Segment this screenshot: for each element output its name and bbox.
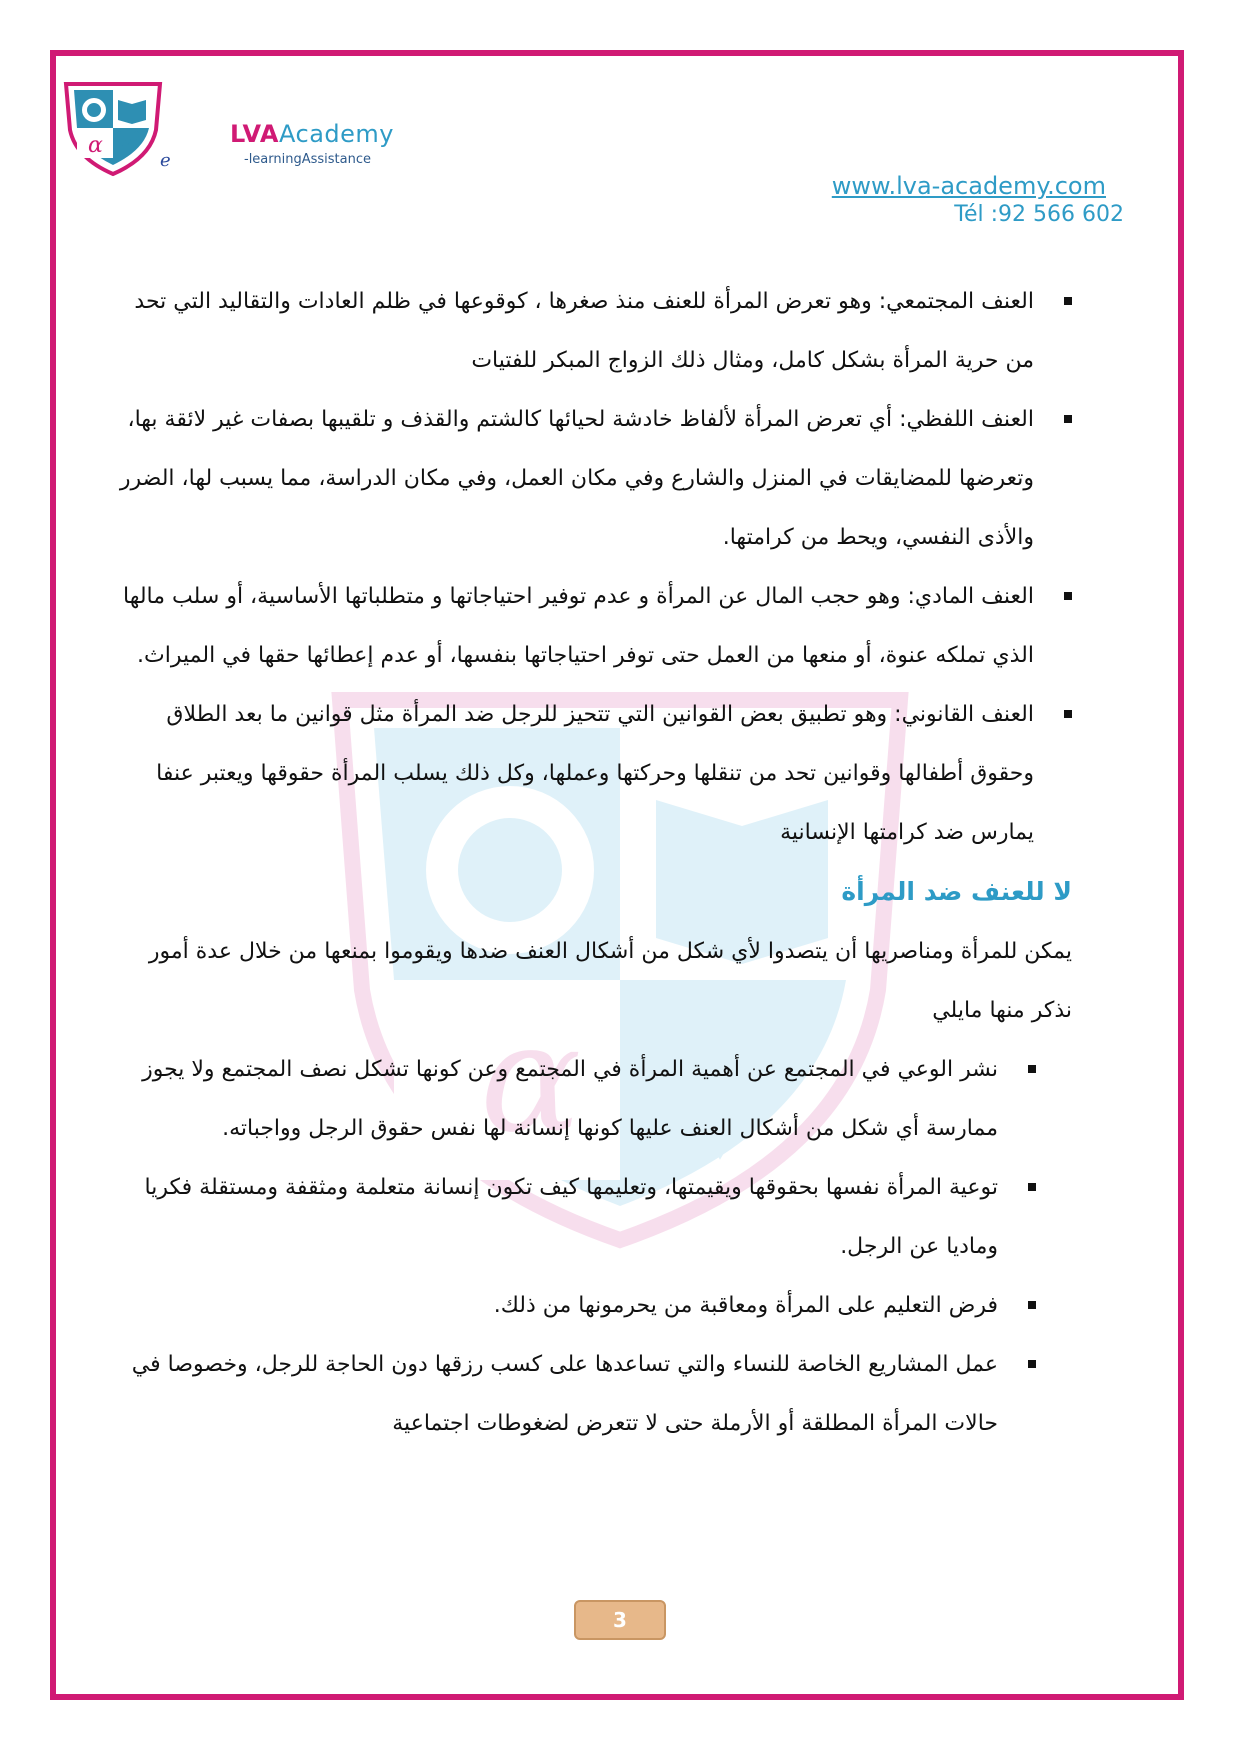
list-item: العنف اللفظي: أي تعرض المرأة لألفاظ خادشة لحيائها كالشتم والقذف و تلقيبها بصفات غير لائقة بها، وتعرضها للمضايقات في المنزل والشارع وفي مكان العمل، وفي مكان الدراسة، مما يسبب لها، الضرر والأذى النفسي، ويحط من كرامتها.: [100, 390, 1080, 567]
section-heading: لا للعنف ضد المرأة: [841, 877, 1072, 906]
brand-name: [230, 120, 394, 148]
list-item: نشر الوعي في المجتمع عن أهمية المرأة في المجتمع وعن كونها تشكل نصف المجتمع ولا يجوز ممارسة أي شكل من أشكال العنف عليها كونها إنسانة لها نفس حقوق الرجل وواجباته.: [100, 1040, 1080, 1158]
logo-letter: e: [160, 150, 171, 171]
list-item: العنف المادي: وهو حجب المال عن المرأة و عدم توفير احتياجاتها و متطلباتها الأساسية، أو سلب مالها الذي تملكه عنوة، أو منعها من العمل حتى توفر احتياجاتها بنفسها، أو عدم إعطائها حقها في الميراث.: [100, 567, 1080, 685]
svg-text:α: α: [88, 133, 103, 158]
list-item: فرض التعليم على المرأة ومعاقبة من يحرمونها من ذلك.: [100, 1276, 1080, 1335]
main-content: [100, 272, 1080, 1453]
list-item: العنف المجتمعي: وهو تعرض المرأة للعنف منذ صغرها ، كوقوعها في ظلم العادات والتقاليد التي تحد من حرية المرأة بشكل كامل، ومثال ذلك الزواج المبكر للفتيات: [100, 272, 1080, 390]
list-item: العنف القانوني: وهو تطبيق بعض القوانين التي تتحيز للرجل ضد المرأة مثل قوانين ما بعد الطلاق وحقوق أطفالها وقوانين تحد من تنقلها وحركتها وعملها، وكل ذلك يسلب المرأة حقوقها ويعتبر عنفا يمارس ضد كرامتها الإنسانية: [100, 685, 1080, 862]
website-link[interactable]: www.lva-academy.com: [831, 172, 1106, 200]
brand: [230, 120, 394, 167]
measures-list: [100, 1040, 1080, 1453]
page-number: 3: [574, 1600, 666, 1640]
intro-paragraph: يمكن للمرأة ومناصريها أن يتصدوا لأي شكل من أشكال العنف ضدها ويقوموا بمنعها من خلال عدة أمور نذكر منها مايلي: [148, 939, 1072, 1023]
list-item: عمل المشاريع الخاصة للنساء والتي تساعدها على كسب رزقها دون الحاجة للرجل، وخصوصا في حالات المرأة المطلقة أو الأرملة حتى لا تتعرض لضغوطات اجتماعية: [100, 1335, 1080, 1453]
list-item: توعية المرأة نفسها بحقوقها ويقيمتها، وتعليمها كيف تكون إنسانة متعلمة ومثقفة ومستقلة فكريا وماديا عن الرجل.: [100, 1158, 1080, 1276]
svg-text:α: α: [480, 992, 582, 1166]
violence-types-list: [100, 272, 1080, 862]
brand-tagline: -learningAssistance: [244, 152, 371, 167]
brand-academy: Academy: [279, 120, 394, 148]
lva-logo-icon: [58, 78, 168, 178]
brand-lva: LVA: [230, 120, 280, 148]
phone-number: Tél :92 566 602: [954, 202, 1124, 227]
